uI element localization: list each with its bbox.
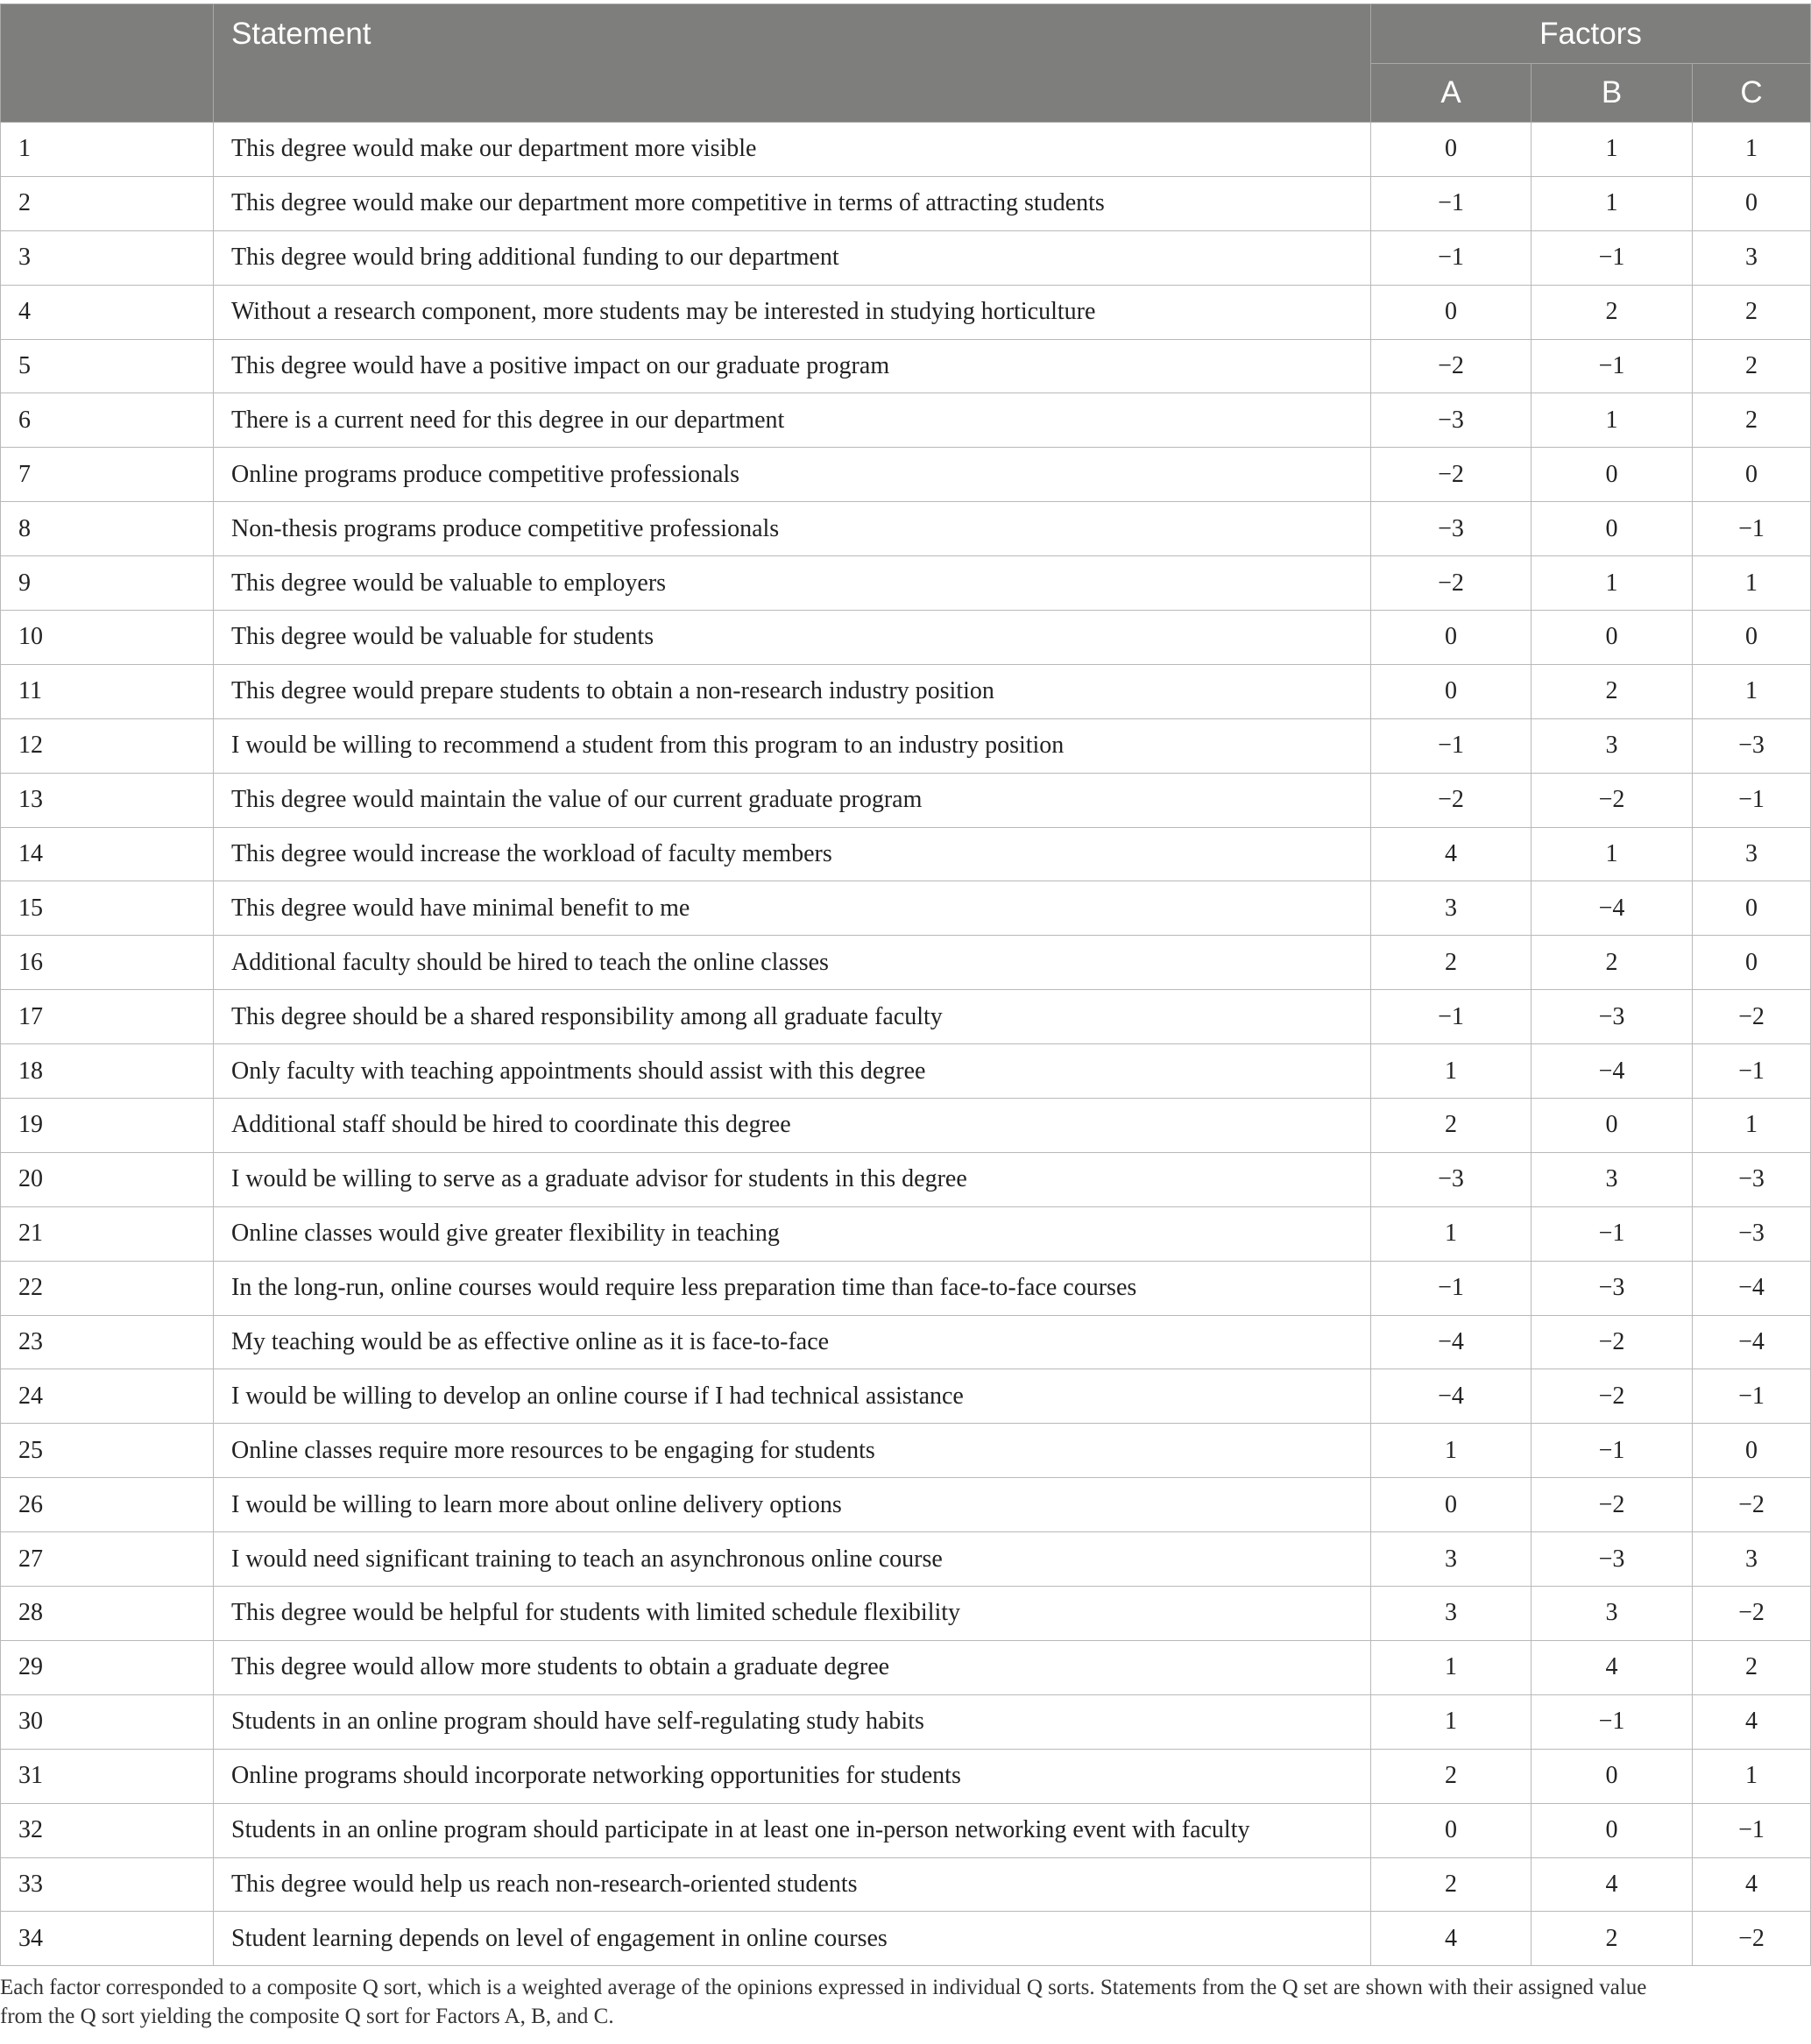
factors-group-header: Factors: [1371, 4, 1811, 64]
factor-b-value: −2: [1532, 1369, 1693, 1424]
statement-text: This degree would prepare students to obtain a non-research industry position: [214, 664, 1371, 718]
table-row: [1, 1206, 1811, 1261]
factor-c-value: 3: [1693, 827, 1811, 881]
factor-c-value: 0: [1693, 881, 1811, 936]
factor-b-value: −4: [1532, 881, 1693, 936]
table-header: [1, 4, 1811, 123]
statement-number: 33: [1, 1857, 214, 1912]
table-row: [1, 339, 1811, 393]
statement-text: Additional faculty should be hired to teach the online classes: [214, 936, 1371, 990]
factor-b-value: 3: [1532, 1587, 1693, 1641]
statement-text: This degree would have minimal benefit to me: [214, 881, 1371, 936]
statement-text: This degree would allow more students to obtain a graduate degree: [214, 1640, 1371, 1694]
table-row: [1, 285, 1811, 339]
statement-number: 14: [1, 827, 214, 881]
table-row: [1, 176, 1811, 230]
table-row: [1, 827, 1811, 881]
factor-b-value: −4: [1532, 1044, 1693, 1099]
statement-number: 5: [1, 339, 214, 393]
factor-b-value: 0: [1532, 1749, 1693, 1803]
factor-a-value: −1: [1371, 718, 1532, 773]
footnote-line-2: from the Q sort yielding the composite Q sort for Factors A, B, and C.: [0, 2005, 614, 2028]
table-body: [1, 123, 1811, 1966]
statement-text: I would be willing to learn more about online delivery options: [214, 1478, 1371, 1532]
table-footnote: [0, 1973, 1810, 2031]
factor-b-value: −1: [1532, 1694, 1693, 1749]
statement-text: I would need significant training to teach an asynchronous online course: [214, 1532, 1371, 1587]
factor-c-value: 0: [1693, 176, 1811, 230]
statement-text: I would be willing to serve as a graduate advisor for students in this degree: [214, 1152, 1371, 1206]
factor-a-value: −1: [1371, 1261, 1532, 1315]
factor-c-value: −3: [1693, 1152, 1811, 1206]
statement-text: This degree would be valuable to employers: [214, 556, 1371, 611]
table-row: [1, 1587, 1811, 1641]
table-row: [1, 1099, 1811, 1153]
factor-b-value: −2: [1532, 1478, 1693, 1532]
factor-c-value: −4: [1693, 1315, 1811, 1369]
statement-number: 24: [1, 1369, 214, 1424]
factor-a-value: 1: [1371, 1424, 1532, 1478]
statement-text: This degree would help us reach non-research-oriented students: [214, 1857, 1371, 1912]
factor-c-value: 1: [1693, 1099, 1811, 1153]
statement-text: Students in an online program should have self-regulating study habits: [214, 1694, 1371, 1749]
factor-c-header: C: [1693, 64, 1811, 123]
statement-text: This degree would make our department more competitive in terms of attracting students: [214, 176, 1371, 230]
statement-number: 30: [1, 1694, 214, 1749]
table-row: [1, 936, 1811, 990]
statement-number: 11: [1, 664, 214, 718]
statement-text: There is a current need for this degree in our department: [214, 393, 1371, 448]
statement-text: This degree would bring additional funding to our department: [214, 230, 1371, 285]
table-row: [1, 1803, 1811, 1857]
factor-b-value: −1: [1532, 230, 1693, 285]
factor-b-value: 3: [1532, 1152, 1693, 1206]
statement-number: 2: [1, 176, 214, 230]
statement-number: 7: [1, 448, 214, 502]
statement-number: 27: [1, 1532, 214, 1587]
factor-b-value: −1: [1532, 339, 1693, 393]
statement-text: This degree would maintain the value of our current graduate program: [214, 773, 1371, 827]
factor-c-value: 0: [1693, 936, 1811, 990]
table-row: [1, 1478, 1811, 1532]
statement-text: Students in an online program should participate in at least one in-person networking event with faculty: [214, 1803, 1371, 1857]
factor-a-header: A: [1371, 64, 1532, 123]
table-row: [1, 556, 1811, 611]
statement-number: 18: [1, 1044, 214, 1099]
table-row: [1, 611, 1811, 665]
factor-b-value: −1: [1532, 1206, 1693, 1261]
table-row: [1, 1261, 1811, 1315]
factor-b-value: −2: [1532, 773, 1693, 827]
statement-text: Without a research component, more students may be interested in studying horticulture: [214, 285, 1371, 339]
factor-b-value: 1: [1532, 123, 1693, 177]
statement-text: This degree would have a positive impact on our graduate program: [214, 339, 1371, 393]
statement-text: I would be willing to recommend a student from this program to an industry position: [214, 718, 1371, 773]
table-row: [1, 1857, 1811, 1912]
table-row: [1, 1369, 1811, 1424]
statement-text: Online classes require more resources to be engaging for students: [214, 1424, 1371, 1478]
factor-a-value: −2: [1371, 448, 1532, 502]
statement-number: 17: [1, 990, 214, 1044]
factor-c-value: −1: [1693, 1369, 1811, 1424]
table-row: [1, 1424, 1811, 1478]
factor-a-value: 0: [1371, 1803, 1532, 1857]
table-row: [1, 990, 1811, 1044]
table-row: [1, 393, 1811, 448]
statement-text: My teaching would be as effective online as it is face-to-face: [214, 1315, 1371, 1369]
statement-number: 31: [1, 1749, 214, 1803]
table-row: [1, 1749, 1811, 1803]
table-row: [1, 718, 1811, 773]
statement-text: This degree would be helpful for students with limited schedule flexibility: [214, 1587, 1371, 1641]
statement-text: This degree would make our department more visible: [214, 123, 1371, 177]
factor-c-value: 1: [1693, 556, 1811, 611]
factor-c-value: 0: [1693, 448, 1811, 502]
factor-a-value: 1: [1371, 1206, 1532, 1261]
factor-a-value: 0: [1371, 664, 1532, 718]
factor-a-value: 1: [1371, 1694, 1532, 1749]
factor-c-value: 0: [1693, 611, 1811, 665]
factor-c-value: 1: [1693, 123, 1811, 177]
statement-number: 10: [1, 611, 214, 665]
statement-text: This degree would increase the workload of faculty members: [214, 827, 1371, 881]
factor-b-value: −3: [1532, 1532, 1693, 1587]
statement-number: 13: [1, 773, 214, 827]
statement-number: 9: [1, 556, 214, 611]
table-row: [1, 448, 1811, 502]
factor-c-value: −3: [1693, 1206, 1811, 1261]
table-row: [1, 123, 1811, 177]
statement-number: 22: [1, 1261, 214, 1315]
factor-b-value: −2: [1532, 1315, 1693, 1369]
statement-number: 34: [1, 1912, 214, 1966]
factor-a-value: 4: [1371, 1912, 1532, 1966]
factor-a-value: −2: [1371, 773, 1532, 827]
factor-c-value: 0: [1693, 1424, 1811, 1478]
factor-b-value: −3: [1532, 990, 1693, 1044]
factor-b-value: 1: [1532, 827, 1693, 881]
factor-a-value: −2: [1371, 339, 1532, 393]
factor-c-value: 2: [1693, 393, 1811, 448]
factor-a-value: 2: [1371, 936, 1532, 990]
statement-number: 3: [1, 230, 214, 285]
table-row: [1, 1152, 1811, 1206]
statement-column-header: Statement: [214, 4, 1371, 123]
table-row: [1, 230, 1811, 285]
factor-a-value: 2: [1371, 1099, 1532, 1153]
statement-text: I would be willing to develop an online course if I had technical assistance: [214, 1369, 1371, 1424]
statement-number: 8: [1, 502, 214, 556]
factor-c-value: −1: [1693, 1803, 1811, 1857]
factor-b-value: 2: [1532, 1912, 1693, 1966]
factor-c-value: 3: [1693, 1532, 1811, 1587]
factor-a-value: −2: [1371, 556, 1532, 611]
factor-a-value: −4: [1371, 1369, 1532, 1424]
statement-number: 6: [1, 393, 214, 448]
factor-b-value: 2: [1532, 936, 1693, 990]
statement-number: 25: [1, 1424, 214, 1478]
factor-b-value: 0: [1532, 611, 1693, 665]
statement-text: This degree should be a shared responsibility among all graduate faculty: [214, 990, 1371, 1044]
factor-a-value: −1: [1371, 230, 1532, 285]
statement-number: 20: [1, 1152, 214, 1206]
statement-number: 4: [1, 285, 214, 339]
statement-text: Online programs should incorporate networking opportunities for students: [214, 1749, 1371, 1803]
factor-a-value: −3: [1371, 393, 1532, 448]
table-row: [1, 1640, 1811, 1694]
factor-c-value: 2: [1693, 1640, 1811, 1694]
statement-number: 32: [1, 1803, 214, 1857]
table-row: [1, 881, 1811, 936]
factor-b-value: 4: [1532, 1857, 1693, 1912]
factor-c-value: 2: [1693, 339, 1811, 393]
table-row: [1, 773, 1811, 827]
factor-a-value: 1: [1371, 1640, 1532, 1694]
footnote-line-1: Each factor corresponded to a composite Q sort, which is a weighted average of the opinions expressed in individual Q sorts. Statements from the Q set are shown with their assigned value: [0, 1976, 1647, 1999]
statement-number: 26: [1, 1478, 214, 1532]
factor-b-value: 2: [1532, 664, 1693, 718]
factor-c-value: −1: [1693, 773, 1811, 827]
factor-a-value: 4: [1371, 827, 1532, 881]
factor-a-value: 3: [1371, 881, 1532, 936]
statement-number: 15: [1, 881, 214, 936]
statement-text: Online classes would give greater flexibility in teaching: [214, 1206, 1371, 1261]
factor-a-value: 1: [1371, 1044, 1532, 1099]
factor-a-value: −4: [1371, 1315, 1532, 1369]
factor-c-value: −2: [1693, 1587, 1811, 1641]
statement-number: 21: [1, 1206, 214, 1261]
factor-b-value: 2: [1532, 285, 1693, 339]
factor-b-value: 0: [1532, 448, 1693, 502]
table-row: [1, 1044, 1811, 1099]
factor-b-value: 3: [1532, 718, 1693, 773]
factor-a-value: −3: [1371, 1152, 1532, 1206]
statement-text: In the long-run, online courses would require less preparation time than face-to-face courses: [214, 1261, 1371, 1315]
factor-c-value: 4: [1693, 1694, 1811, 1749]
factor-b-value: 0: [1532, 502, 1693, 556]
statement-text: Additional staff should be hired to coordinate this degree: [214, 1099, 1371, 1153]
statement-text: This degree would be valuable for students: [214, 611, 1371, 665]
factor-a-value: −1: [1371, 990, 1532, 1044]
factor-b-value: 0: [1532, 1099, 1693, 1153]
statement-number: 29: [1, 1640, 214, 1694]
factor-c-value: 2: [1693, 285, 1811, 339]
factor-a-value: −3: [1371, 502, 1532, 556]
statement-text: Only faculty with teaching appointments should assist with this degree: [214, 1044, 1371, 1099]
factor-a-value: 2: [1371, 1749, 1532, 1803]
factor-c-value: −3: [1693, 718, 1811, 773]
factor-a-value: 2: [1371, 1857, 1532, 1912]
factor-c-value: −2: [1693, 1912, 1811, 1966]
factor-b-value: 1: [1532, 556, 1693, 611]
factor-b-value: 4: [1532, 1640, 1693, 1694]
factor-table: [0, 4, 1811, 1966]
statement-text: Student learning depends on level of engagement in online courses: [214, 1912, 1371, 1966]
factor-c-value: 3: [1693, 230, 1811, 285]
table-row: [1, 502, 1811, 556]
factor-c-value: −1: [1693, 1044, 1811, 1099]
statement-text: Non-thesis programs produce competitive professionals: [214, 502, 1371, 556]
statement-number: 19: [1, 1099, 214, 1153]
factor-c-value: −1: [1693, 502, 1811, 556]
table-row: [1, 1532, 1811, 1587]
factor-b-value: 1: [1532, 393, 1693, 448]
factor-b-value: 1: [1532, 176, 1693, 230]
factor-a-value: −1: [1371, 176, 1532, 230]
factor-a-value: 0: [1371, 123, 1532, 177]
factor-a-value: 3: [1371, 1532, 1532, 1587]
factor-c-value: −2: [1693, 1478, 1811, 1532]
statement-number: 12: [1, 718, 214, 773]
factor-b-value: −1: [1532, 1424, 1693, 1478]
factor-a-value: 0: [1371, 1478, 1532, 1532]
statement-number: 16: [1, 936, 214, 990]
factor-c-value: −2: [1693, 990, 1811, 1044]
factor-a-value: 3: [1371, 1587, 1532, 1641]
factor-c-value: 4: [1693, 1857, 1811, 1912]
statement-number: 23: [1, 1315, 214, 1369]
table-row: [1, 1315, 1811, 1369]
factor-a-value: 0: [1371, 611, 1532, 665]
statement-text: Online programs produce competitive professionals: [214, 448, 1371, 502]
factor-b-value: 0: [1532, 1803, 1693, 1857]
table-row: [1, 1694, 1811, 1749]
factor-c-value: 1: [1693, 664, 1811, 718]
statement-number: 1: [1, 123, 214, 177]
statement-number: 28: [1, 1587, 214, 1641]
number-column-header: [1, 4, 214, 123]
factor-a-value: 0: [1371, 285, 1532, 339]
factor-c-value: 1: [1693, 1749, 1811, 1803]
table-row: [1, 664, 1811, 718]
factor-b-header: B: [1532, 64, 1693, 123]
factor-c-value: −4: [1693, 1261, 1811, 1315]
table-row: [1, 1912, 1811, 1966]
factor-b-value: −3: [1532, 1261, 1693, 1315]
